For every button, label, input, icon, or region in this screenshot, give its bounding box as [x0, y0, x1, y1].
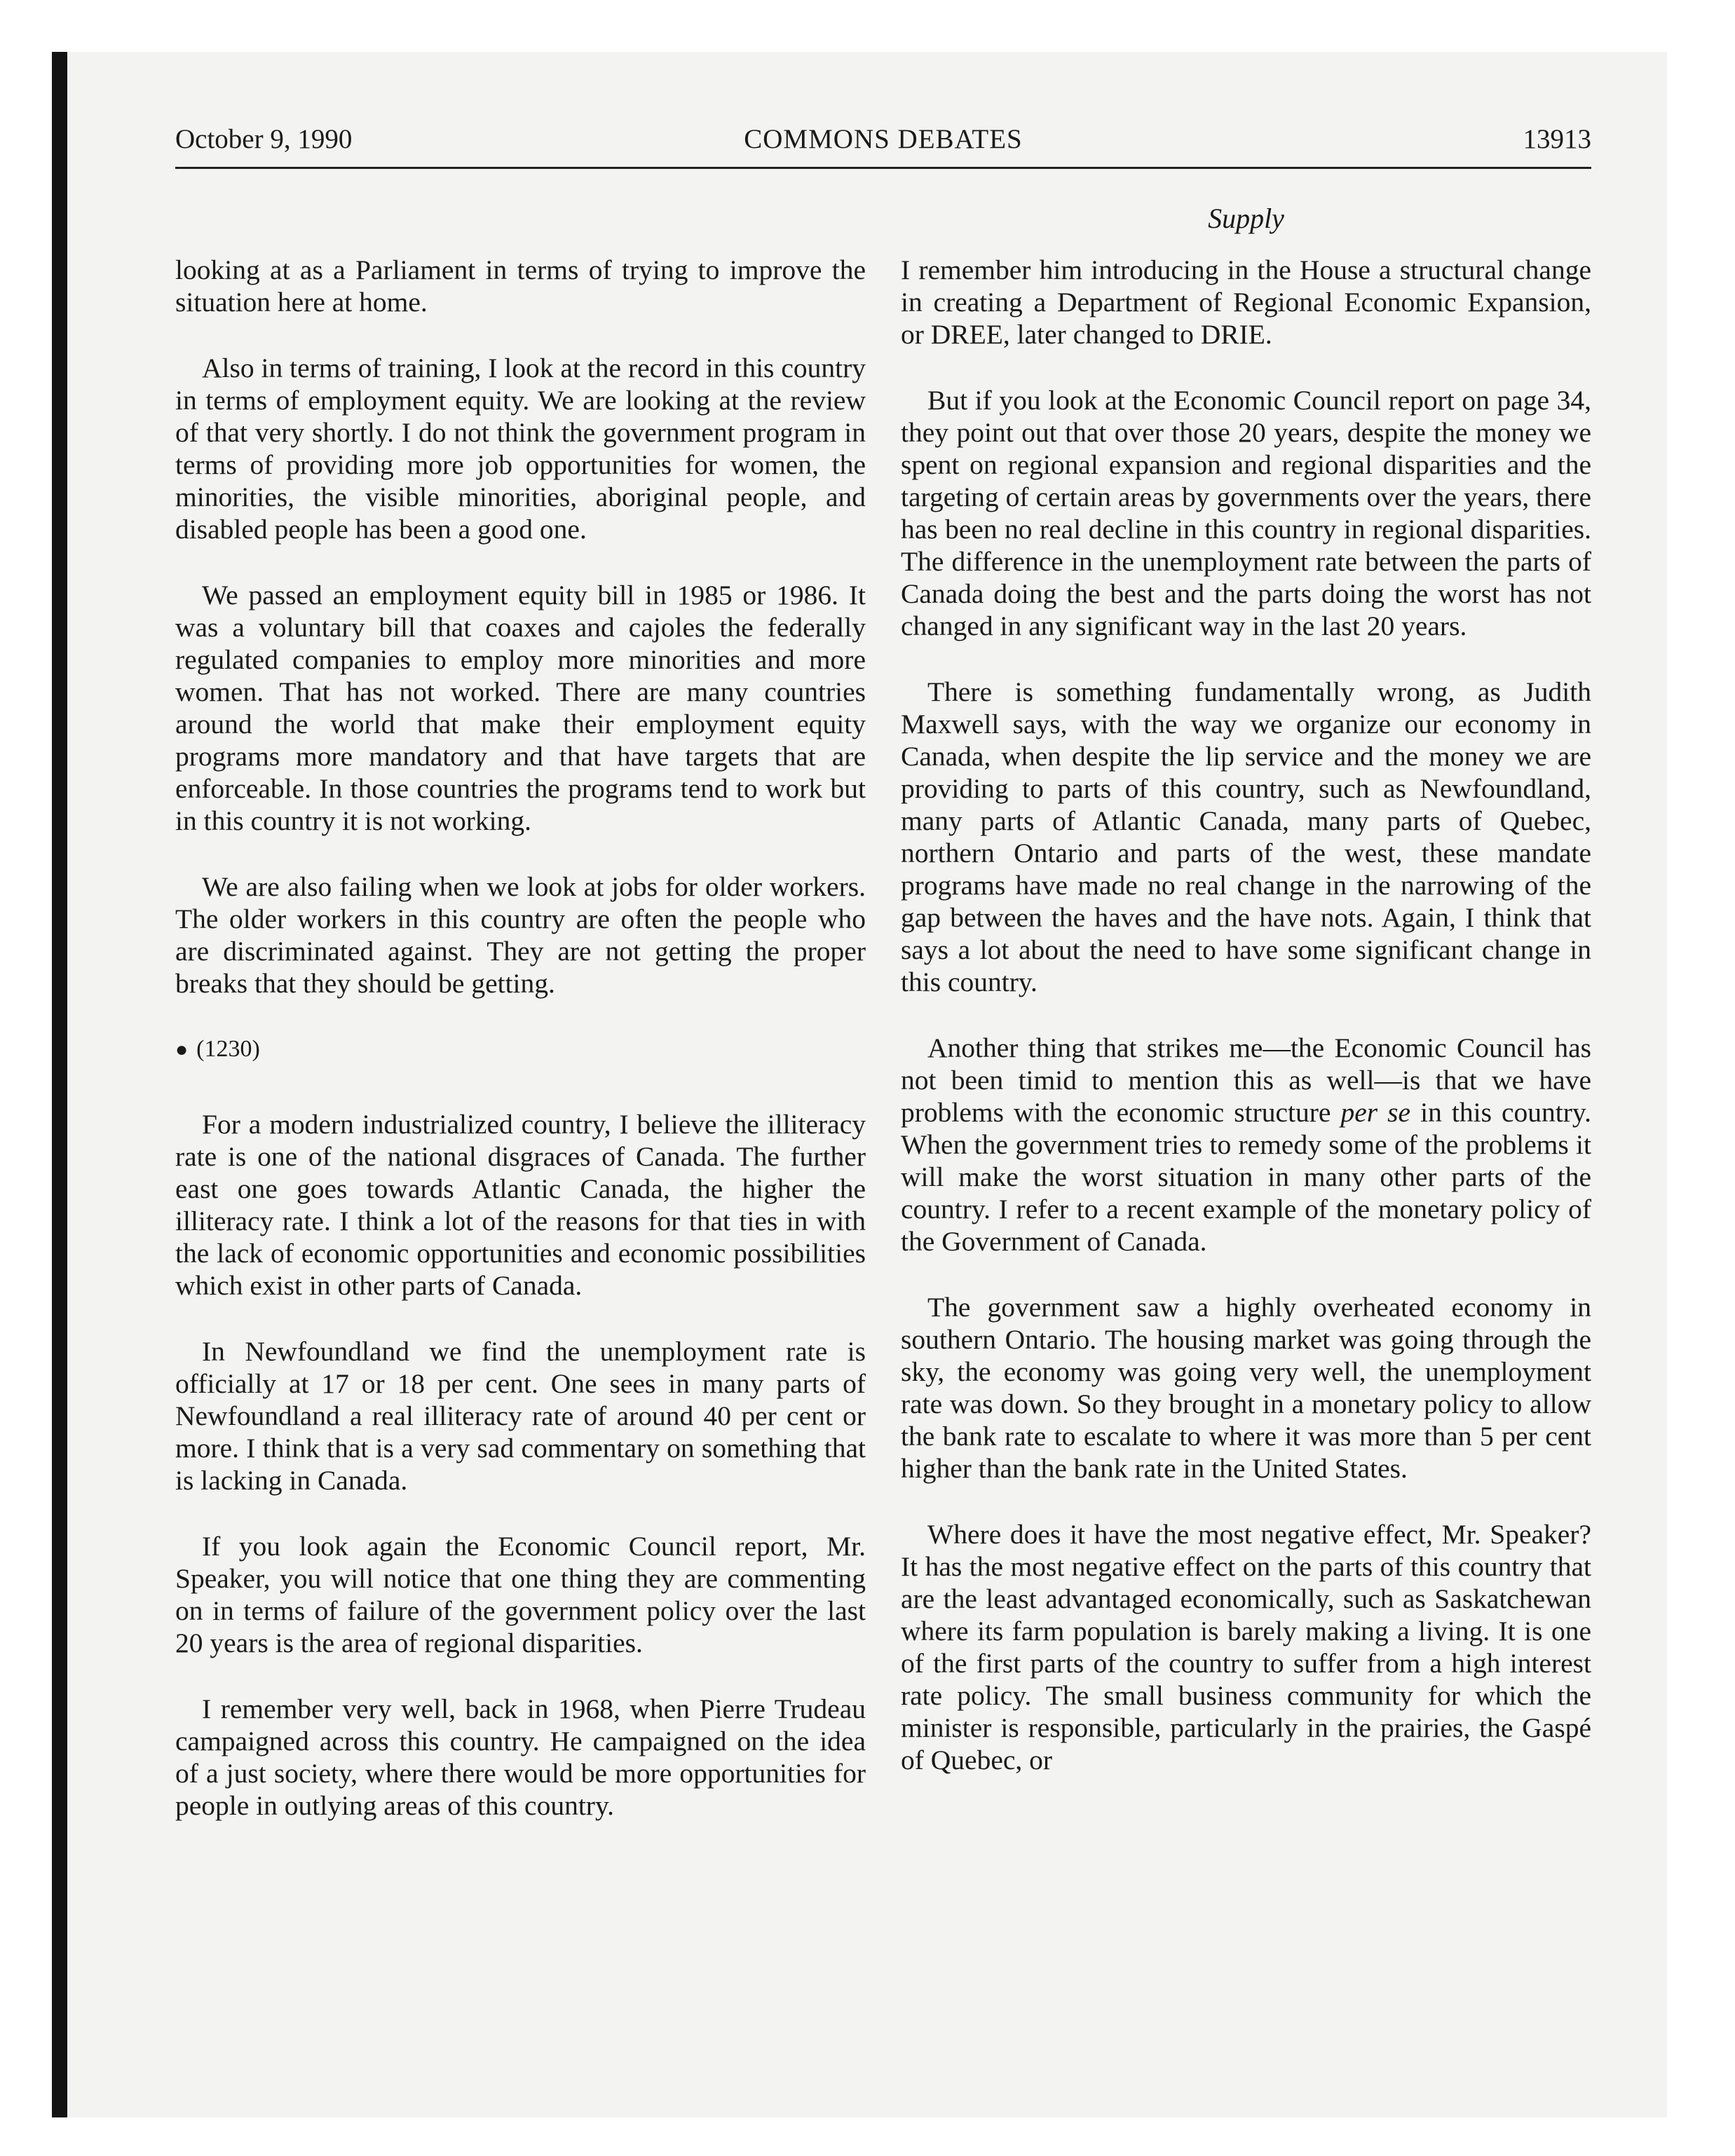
header-title: COMMONS DEBATES [744, 124, 1023, 154]
header-date: October 9, 1990 [175, 124, 353, 154]
paragraph: For a modern industrialized country, I believe the illiteracy rate is one of the national disgraces of Canada. The further east one goes towards Atlantic Canada, the higher the illiteracy rate. I think a lot of the reasons for that ties in with the lack of economic opportunities and economic possibilities which exist in other parts of Canada. [175, 1109, 866, 1301]
paragraph: looking at as a Parliament in terms of trying to improve the situation here at home. [175, 254, 866, 318]
paragraph-text: Another thing that strikes me—the Economic Council has not been timid to mention this as well—is that we have problems with the economic structure [901, 1032, 1591, 1128]
paragraph: We are also failing when we look at jobs for older workers. The older workers in this country are often the people who are discriminated against. They are not getting the proper breaks that they should be getting. [175, 871, 866, 999]
left-column [175, 254, 866, 1855]
paragraph: But if you look at the Economic Council report on page 34, they point out that over those 20 years, despite the money we spent on regional expansion and regional disparities and the targeting of certain areas by governments over the years, there has been no real decline in this country in regional disparities. The difference in the unemployment rate between the parts of Canada doing the best and the parts doing the worst has not changed in any significant way in the last 20 years. [901, 385, 1591, 641]
running-header [175, 123, 1591, 165]
paragraph: In Newfoundland we find the unemployment rate is officially at 17 or 18 per cent. One sees in many parts of Newfoundland a real illiteracy rate of around 40 per cent or more. I think that is a very sad commentary on something that is lacking in Canada. [175, 1336, 866, 1496]
section-label: Supply [1208, 203, 1284, 234]
paragraph: I remember very well, back in 1968, when Pierre Trudeau campaigned across this country. He campaigned on the idea of a just society, where there would be more opportunities for people in outlying areas of this country. [175, 1693, 866, 1821]
header-rule [175, 167, 1591, 169]
scan-binding-edge [52, 52, 67, 2117]
paragraph: The government saw a highly overheated economy in southern Ontario. The housing market was going through the sky, the economy was going very well, the unemployment rate was down. So they brought in a monetary policy to allow the bank rate to escalate to where it was more than 5 per cent higher than the bank rate in the United States. [901, 1292, 1591, 1484]
bullet-icon: ● [175, 1038, 189, 1061]
paragraph: There is something fundamentally wrong, as Judith Maxwell says, with the way we organize our economy in Canada, when despite the lip service and the money we are providing to parts of this country, such as Newfoundland, many parts of Atlantic Canada, many parts of Quebec, northern Ontario and parts of the west, these mandate programs have made no real change in the narrowing of the gap between the haves and the have nots. Again, I think that says a lot about the need to have some significant change in this country. [901, 676, 1591, 997]
paragraph: We passed an employment equity bill in 1985 or 1986. It was a voluntary bill that coaxes and cajoles the federally regulated companies to employ more minorities and more women. That has not worked. There are many countries around the world that make their employment equity programs more mandatory and that have targets that are enforceable. In those countries the programs tend to work but in this country it is not working. [175, 580, 866, 836]
time-marker [175, 1033, 866, 1066]
header-page-number: 13913 [1523, 124, 1591, 154]
right-column [901, 254, 1591, 1810]
paragraph: Where does it have the most negative effect, Mr. Speaker? It has the most negative effect on the parts of this country that are the least advantaged economically, such as Saskatchewan where its farm population is barely making a living. It is one of the first parts of the country to suffer from a high interest rate policy. The small business community for which the minister is responsible, particularly in the prairies, the Gaspé of Quebec, or [901, 1519, 1591, 1775]
time-marker-label: (1230) [196, 1036, 260, 1062]
paragraph: I remember him introducing in the House a structural change in creating a Department of Regional Economic Expansion, or DREE, later changed to DRIE. [901, 254, 1591, 350]
paragraph [901, 1032, 1591, 1257]
italic-term: per se [1340, 1097, 1411, 1128]
paragraph-text: in this country. When the government tries to remedy some of the problems it will make the worst situation in many other parts of the country. I refer to a recent example of the monetary policy of the Government of Canada. [901, 1097, 1591, 1257]
paragraph: If you look again the Economic Council report, Mr. Speaker, you will notice that one thing they are commenting on in terms of failure of the government policy over the last 20 years is the area of regional disparities. [175, 1531, 866, 1658]
paragraph: Also in terms of training, I look at the record in this country in terms of employment equity. We are looking at the review of that very shortly. I do not think the government program in terms of providing more job opportunities for women, the minorities, the visible minorities, aboriginal people, and disabled people has been a good one. [175, 353, 866, 545]
